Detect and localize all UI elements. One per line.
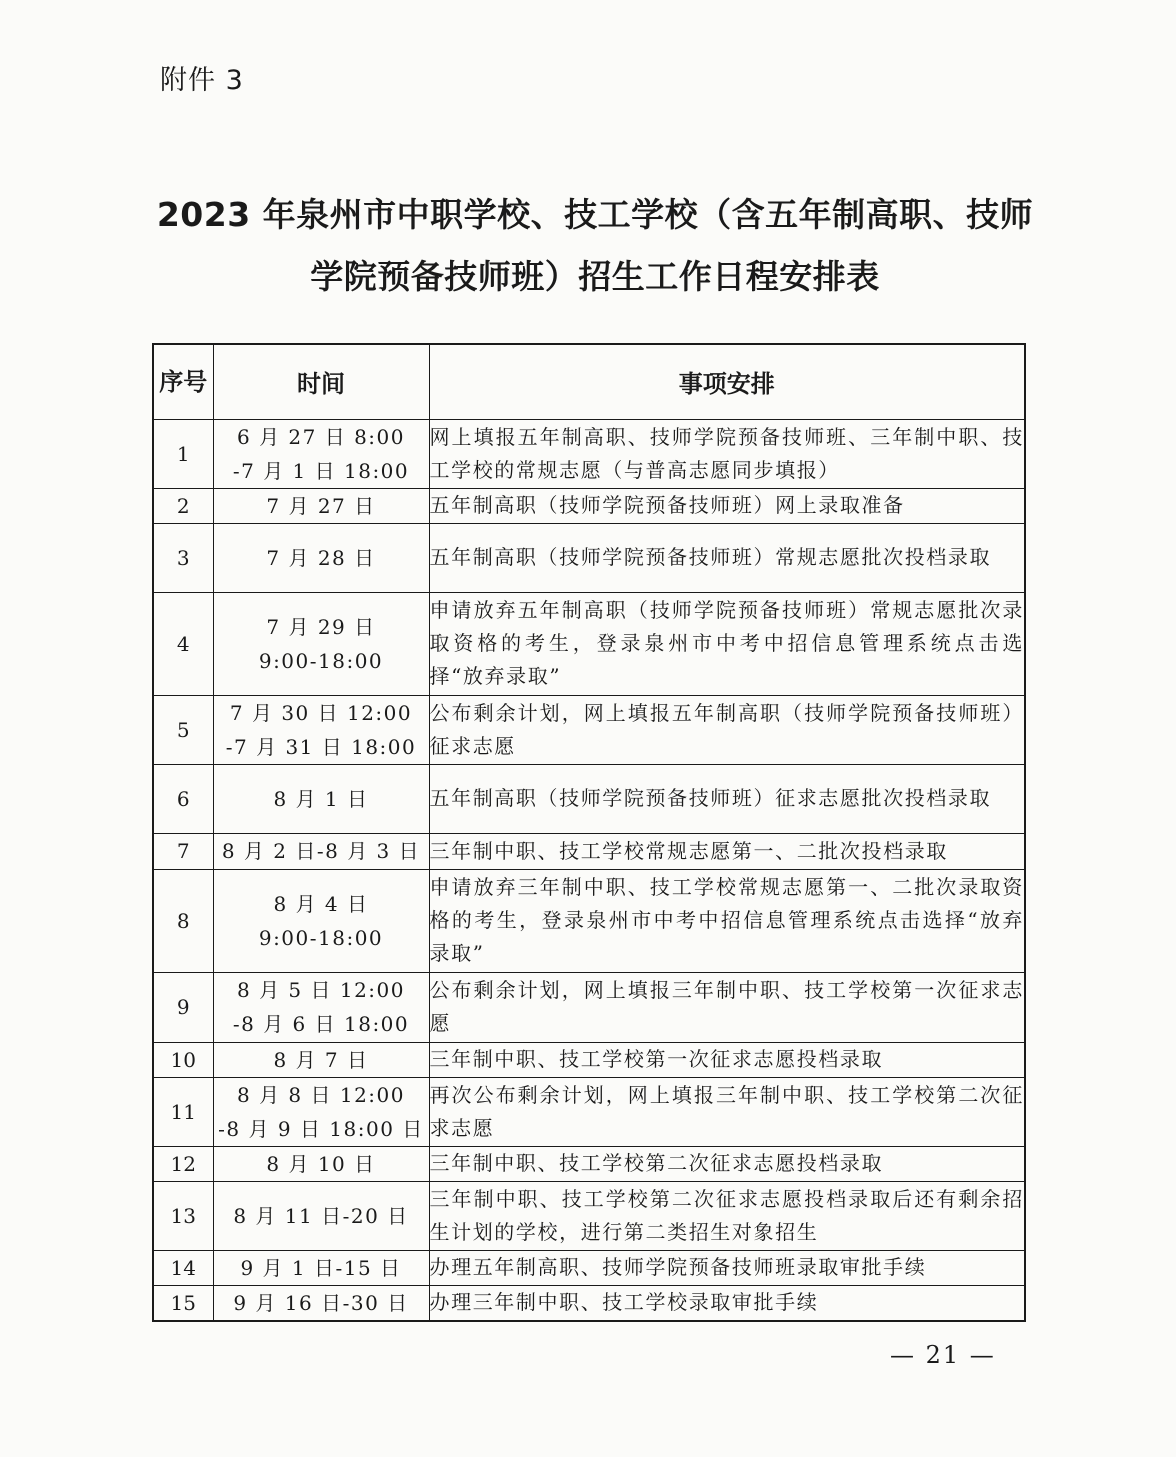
document-title [120, 184, 1070, 308]
time-line: 7 月 28 日 [266, 545, 376, 570]
row-item: 三年制中职、技工学校常规志愿第一、二批次投档录取 [429, 833, 1025, 869]
time-line: 8 月 8 日 12:00 [236, 1082, 405, 1107]
row-time [213, 1146, 429, 1181]
row-item: 公布剩余计划，网上填报五年制高职（技师学院预备技师班）征求志愿 [429, 695, 1025, 764]
row-time [213, 523, 429, 592]
time-line: 8 月 5 日 12:00 [236, 978, 405, 1002]
row-seq: 8 [153, 869, 213, 972]
time-line: 9 月 1 日-15 日 [240, 1255, 402, 1280]
schedule-table [152, 343, 1026, 1322]
row-seq: 2 [153, 488, 213, 523]
header-seq: 序号 [153, 344, 213, 419]
time-line: 6 月 27 日 8:00 [236, 424, 405, 449]
row-seq: 7 [153, 833, 213, 869]
row-time [213, 1042, 429, 1077]
time-line: 7 月 27 日 [266, 493, 376, 518]
time-line: -7 月 31 日 18:00 [225, 734, 417, 759]
header-time: 时间 [213, 344, 429, 419]
table-row [153, 972, 1025, 1042]
row-item: 三年制中职、技工学校第二次征求志愿投档录取后还有剩余招生计划的学校，进行第二类招生对象招生 [429, 1181, 1025, 1250]
row-time [213, 972, 429, 1042]
row-item: 办理三年制中职、技工学校录取审批手续 [429, 1285, 1025, 1321]
time-line: 8 月 1 日 [273, 786, 369, 811]
row-time [213, 1285, 429, 1321]
header-item: 事项安排 [429, 344, 1025, 419]
table-row [153, 592, 1025, 695]
row-item: 五年制高职（技师学院预备技师班）常规志愿批次投档录取 [429, 523, 1025, 592]
time-line: -8 月 9 日 18:00 日 [218, 1116, 424, 1141]
row-time [213, 1250, 429, 1285]
row-item: 再次公布剩余计划，网上填报三年制中职、技工学校第二次征求志愿 [429, 1077, 1025, 1146]
table-row [153, 764, 1025, 833]
attachment-label: 附件 3 [160, 65, 244, 96]
row-time [213, 488, 429, 523]
row-item: 五年制高职（技师学院预备技师班）征求志愿批次投档录取 [429, 764, 1025, 833]
table-row [153, 695, 1025, 764]
table-row [153, 1285, 1025, 1321]
row-item: 申请放弃三年制中职、技工学校常规志愿第一、二批次录取资格的考生，登录泉州市中考中招信息管理系统点击选择“放弃录取” [429, 869, 1025, 972]
row-time [213, 764, 429, 833]
table-row [153, 1250, 1025, 1285]
row-seq: 3 [153, 523, 213, 592]
time-line: 7 月 30 日 12:00 [229, 700, 413, 725]
time-line: -8 月 6 日 18:00 [232, 1012, 410, 1036]
table-row [153, 869, 1025, 972]
time-line: 8 月 10 日 [266, 1151, 376, 1176]
table-row [153, 523, 1025, 592]
page-number: — 21 — [890, 1341, 996, 1369]
title-line-2: 学院预备技师班）招生工作日程安排表 [310, 257, 880, 296]
row-seq: 6 [153, 764, 213, 833]
table-row [153, 1042, 1025, 1077]
row-item: 网上填报五年制高职、技师学院预备技师班、三年制中职、技工学校的常规志愿（与普高志愿同步填报） [429, 419, 1025, 488]
time-line: 9:00-18:00 [258, 925, 384, 950]
row-seq: 10 [153, 1042, 213, 1077]
table-row [153, 1146, 1025, 1181]
table-row [153, 1181, 1025, 1250]
row-time [213, 833, 429, 869]
row-seq: 1 [153, 419, 213, 488]
row-time [213, 695, 429, 764]
row-seq: 5 [153, 695, 213, 764]
time-line: 9 月 16 日-30 日 [233, 1290, 409, 1315]
row-time [213, 1181, 429, 1250]
row-seq: 14 [153, 1250, 213, 1285]
row-item: 三年制中职、技工学校第二次征求志愿投档录取 [429, 1146, 1025, 1181]
time-line: 8 月 4 日 [273, 891, 369, 916]
time-line: -7 月 1 日 18:00 [232, 458, 410, 483]
time-line: 8 月 7 日 [273, 1047, 369, 1072]
row-item: 三年制中职、技工学校第一次征求志愿投档录取 [429, 1042, 1025, 1077]
table-row [153, 833, 1025, 869]
table-row [153, 488, 1025, 523]
time-line: 8 月 11 日-20 日 [233, 1203, 409, 1228]
row-seq: 9 [153, 972, 213, 1042]
row-item: 公布剩余计划，网上填报三年制中职、技工学校第一次征求志愿 [429, 972, 1025, 1042]
table-row [153, 419, 1025, 488]
row-time [213, 592, 429, 695]
table-row [153, 1077, 1025, 1146]
row-seq: 12 [153, 1146, 213, 1181]
row-seq: 4 [153, 592, 213, 695]
row-item: 五年制高职（技师学院预备技师班）网上录取准备 [429, 488, 1025, 523]
time-line: 7 月 29 日 [266, 614, 376, 639]
row-time [213, 419, 429, 488]
title-line-1: 2023 年泉州市中职学校、技工学校（含五年制高职、技师 [156, 195, 1034, 234]
row-seq: 13 [153, 1181, 213, 1250]
row-seq: 15 [153, 1285, 213, 1321]
row-time [213, 1077, 429, 1146]
row-item: 申请放弃五年制高职（技师学院预备技师班）常规志愿批次录取资格的考生，登录泉州市中考中招信息管理系统点击选择“放弃录取” [429, 592, 1025, 695]
row-item: 办理五年制高职、技师学院预备技师班录取审批手续 [429, 1250, 1025, 1285]
time-line: 8 月 2 日-8 月 3 日 [221, 839, 421, 863]
row-time [213, 869, 429, 972]
header-row [153, 344, 1025, 419]
row-seq: 11 [153, 1077, 213, 1146]
time-line: 9:00-18:00 [258, 648, 384, 673]
